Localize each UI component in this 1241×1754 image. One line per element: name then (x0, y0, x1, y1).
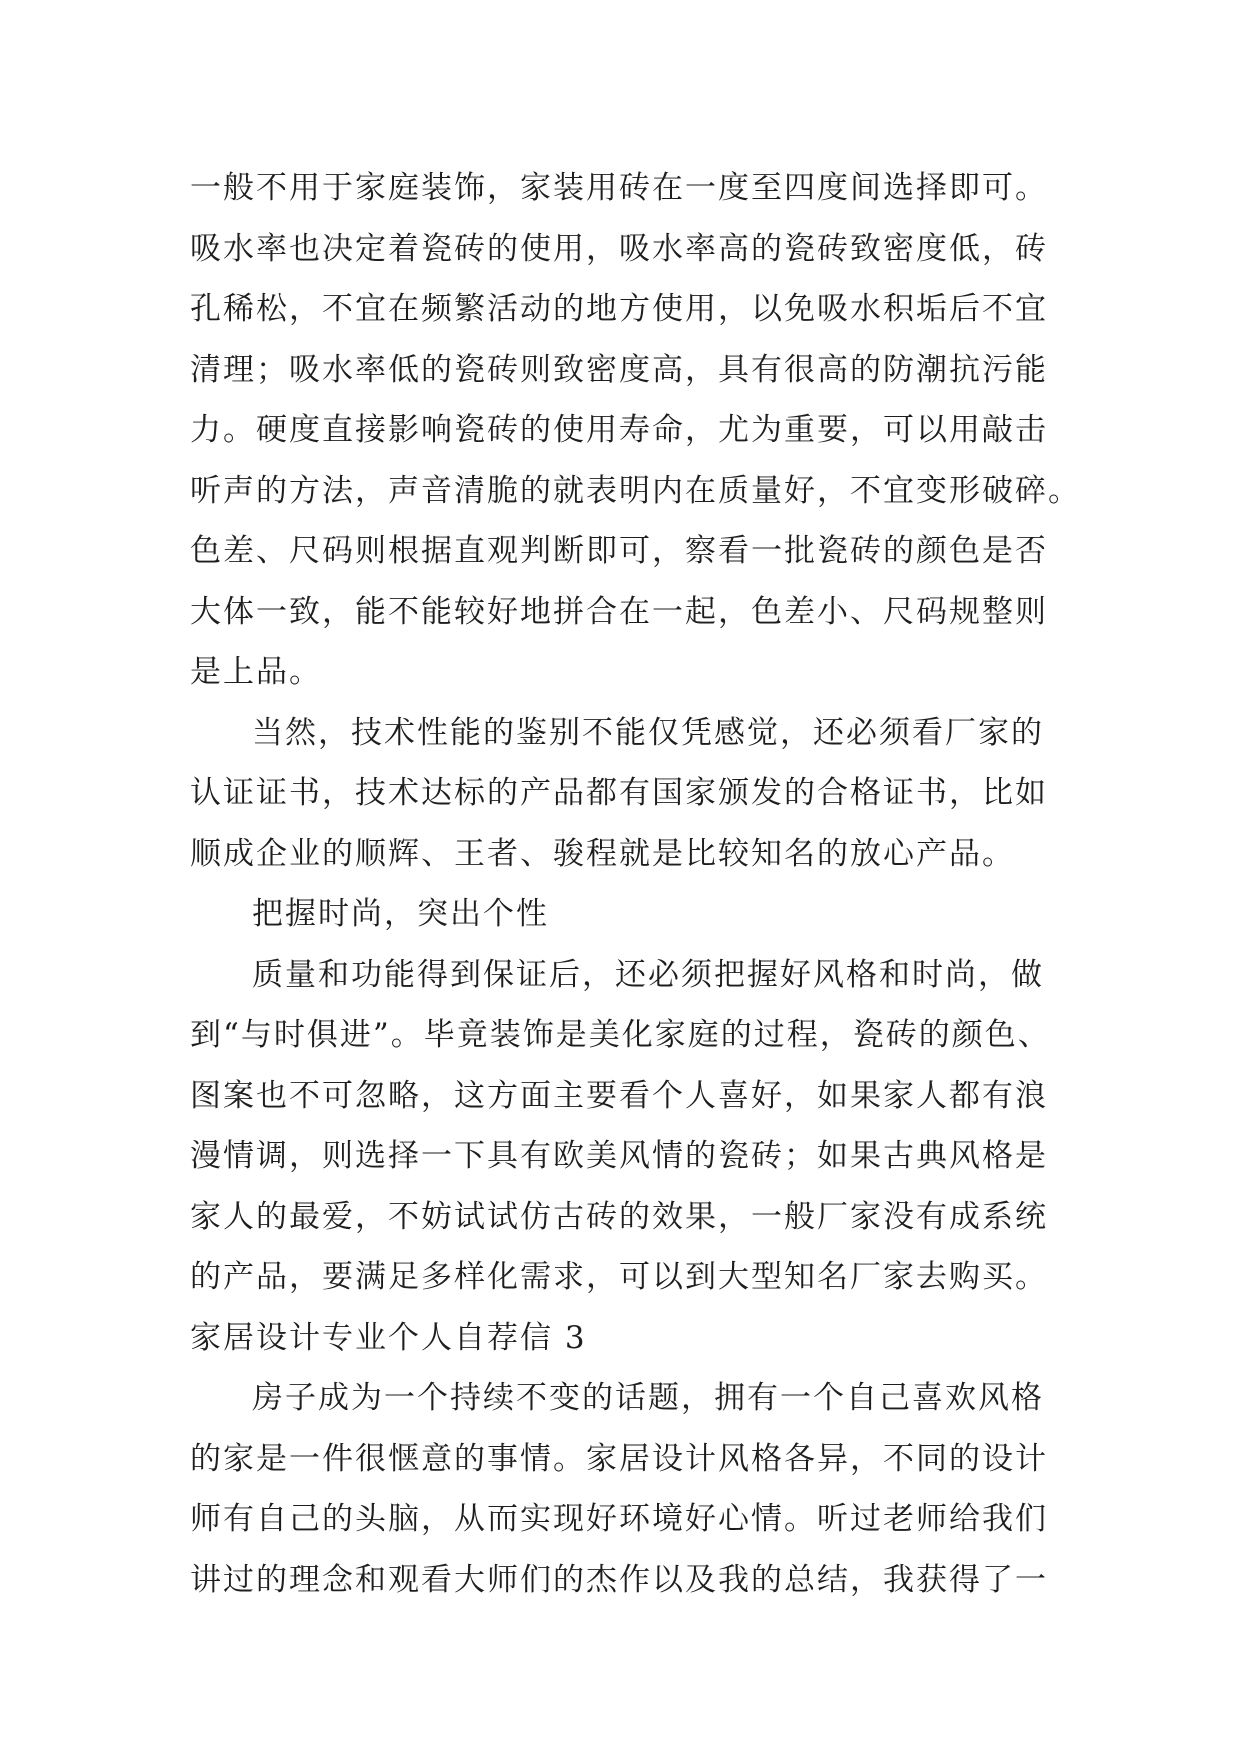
paragraph-start-line: 房子成为一个持续不变的话题，拥有一个自己喜欢风格 (252, 1380, 1044, 1416)
text-line: 漫情调，则选择一下具有欧美风情的瓷砖；如果古典风格是 (190, 1138, 1048, 1174)
text-line: 图案也不可忽略，这方面主要看个人喜好，如果家人都有浪 (190, 1077, 1048, 1114)
text-line: 大体一致，能不能较好地拼合在一起，色差小、尺码规整则 (190, 593, 1048, 630)
text-line: 讲过的理念和观看大师们的杰作以及我的总结，我获得了一 (190, 1561, 1048, 1598)
text-line: 到“与时俱进”。毕竟装饰是美化家庭的过程，瓷砖的颜色、 (190, 1017, 1051, 1053)
text-line: 吸水率也决定着瓷砖的使用，吸水率高的瓷砖致密度低，砖 (190, 230, 1048, 267)
paragraph-start-line: 质量和功能得到保证后，还必须把握好风格和时尚，做 (252, 956, 1044, 993)
text-line: 的产品，要满足多样化需求，可以到大型知名厂家去购买。 (190, 1259, 1048, 1295)
paragraph-start-line: 当然，技术性能的鉴别不能仅凭感觉，还必须看厂家的 (252, 714, 1044, 751)
text-line: 清理；吸水率低的瓷砖则致密度高，具有很高的防潮抗污能 (190, 351, 1048, 388)
document-title: 家居设计专业个人自荐信 3 (190, 1319, 587, 1356)
text-line: 力。硬度直接影响瓷砖的使用寿命，尤为重要，可以用敲击 (190, 412, 1048, 448)
text-line: 家人的最爱，不妨试试仿古砖的效果，一般厂家没有成系统 (190, 1198, 1048, 1235)
text-line: 一般不用于家庭装饰，家装用砖在一度至四度间选择即可。 (190, 170, 1048, 206)
text-line: 师有自己的头脑，从而实现好环境好心情。听过老师给我们 (190, 1501, 1048, 1537)
text-line: 是上品。 (190, 654, 322, 690)
text-line: 认证证书，技术达标的产品都有国家颁发的合格证书，比如 (190, 775, 1048, 811)
text-line: 色差、尺码则根据直观判断即可，察看一批瓷砖的颜色是否 (190, 533, 1048, 569)
text-line: 顺成企业的顺辉、王者、骏程就是比较知名的放心产品。 (190, 835, 1015, 872)
text-line: 的家是一件很惬意的事情。家居设计风格各异，不同的设计 (190, 1440, 1048, 1477)
text-line: 孔稀松，不宜在频繁活动的地方使用，以免吸水积垢后不宜 (190, 291, 1048, 327)
section-heading: 把握时尚，突出个性 (252, 896, 549, 932)
text-line: 听声的方法，声音清脆的就表明内在质量好，不宜变形破碎。 (190, 472, 1081, 509)
document-body (190, 158, 1081, 1610)
